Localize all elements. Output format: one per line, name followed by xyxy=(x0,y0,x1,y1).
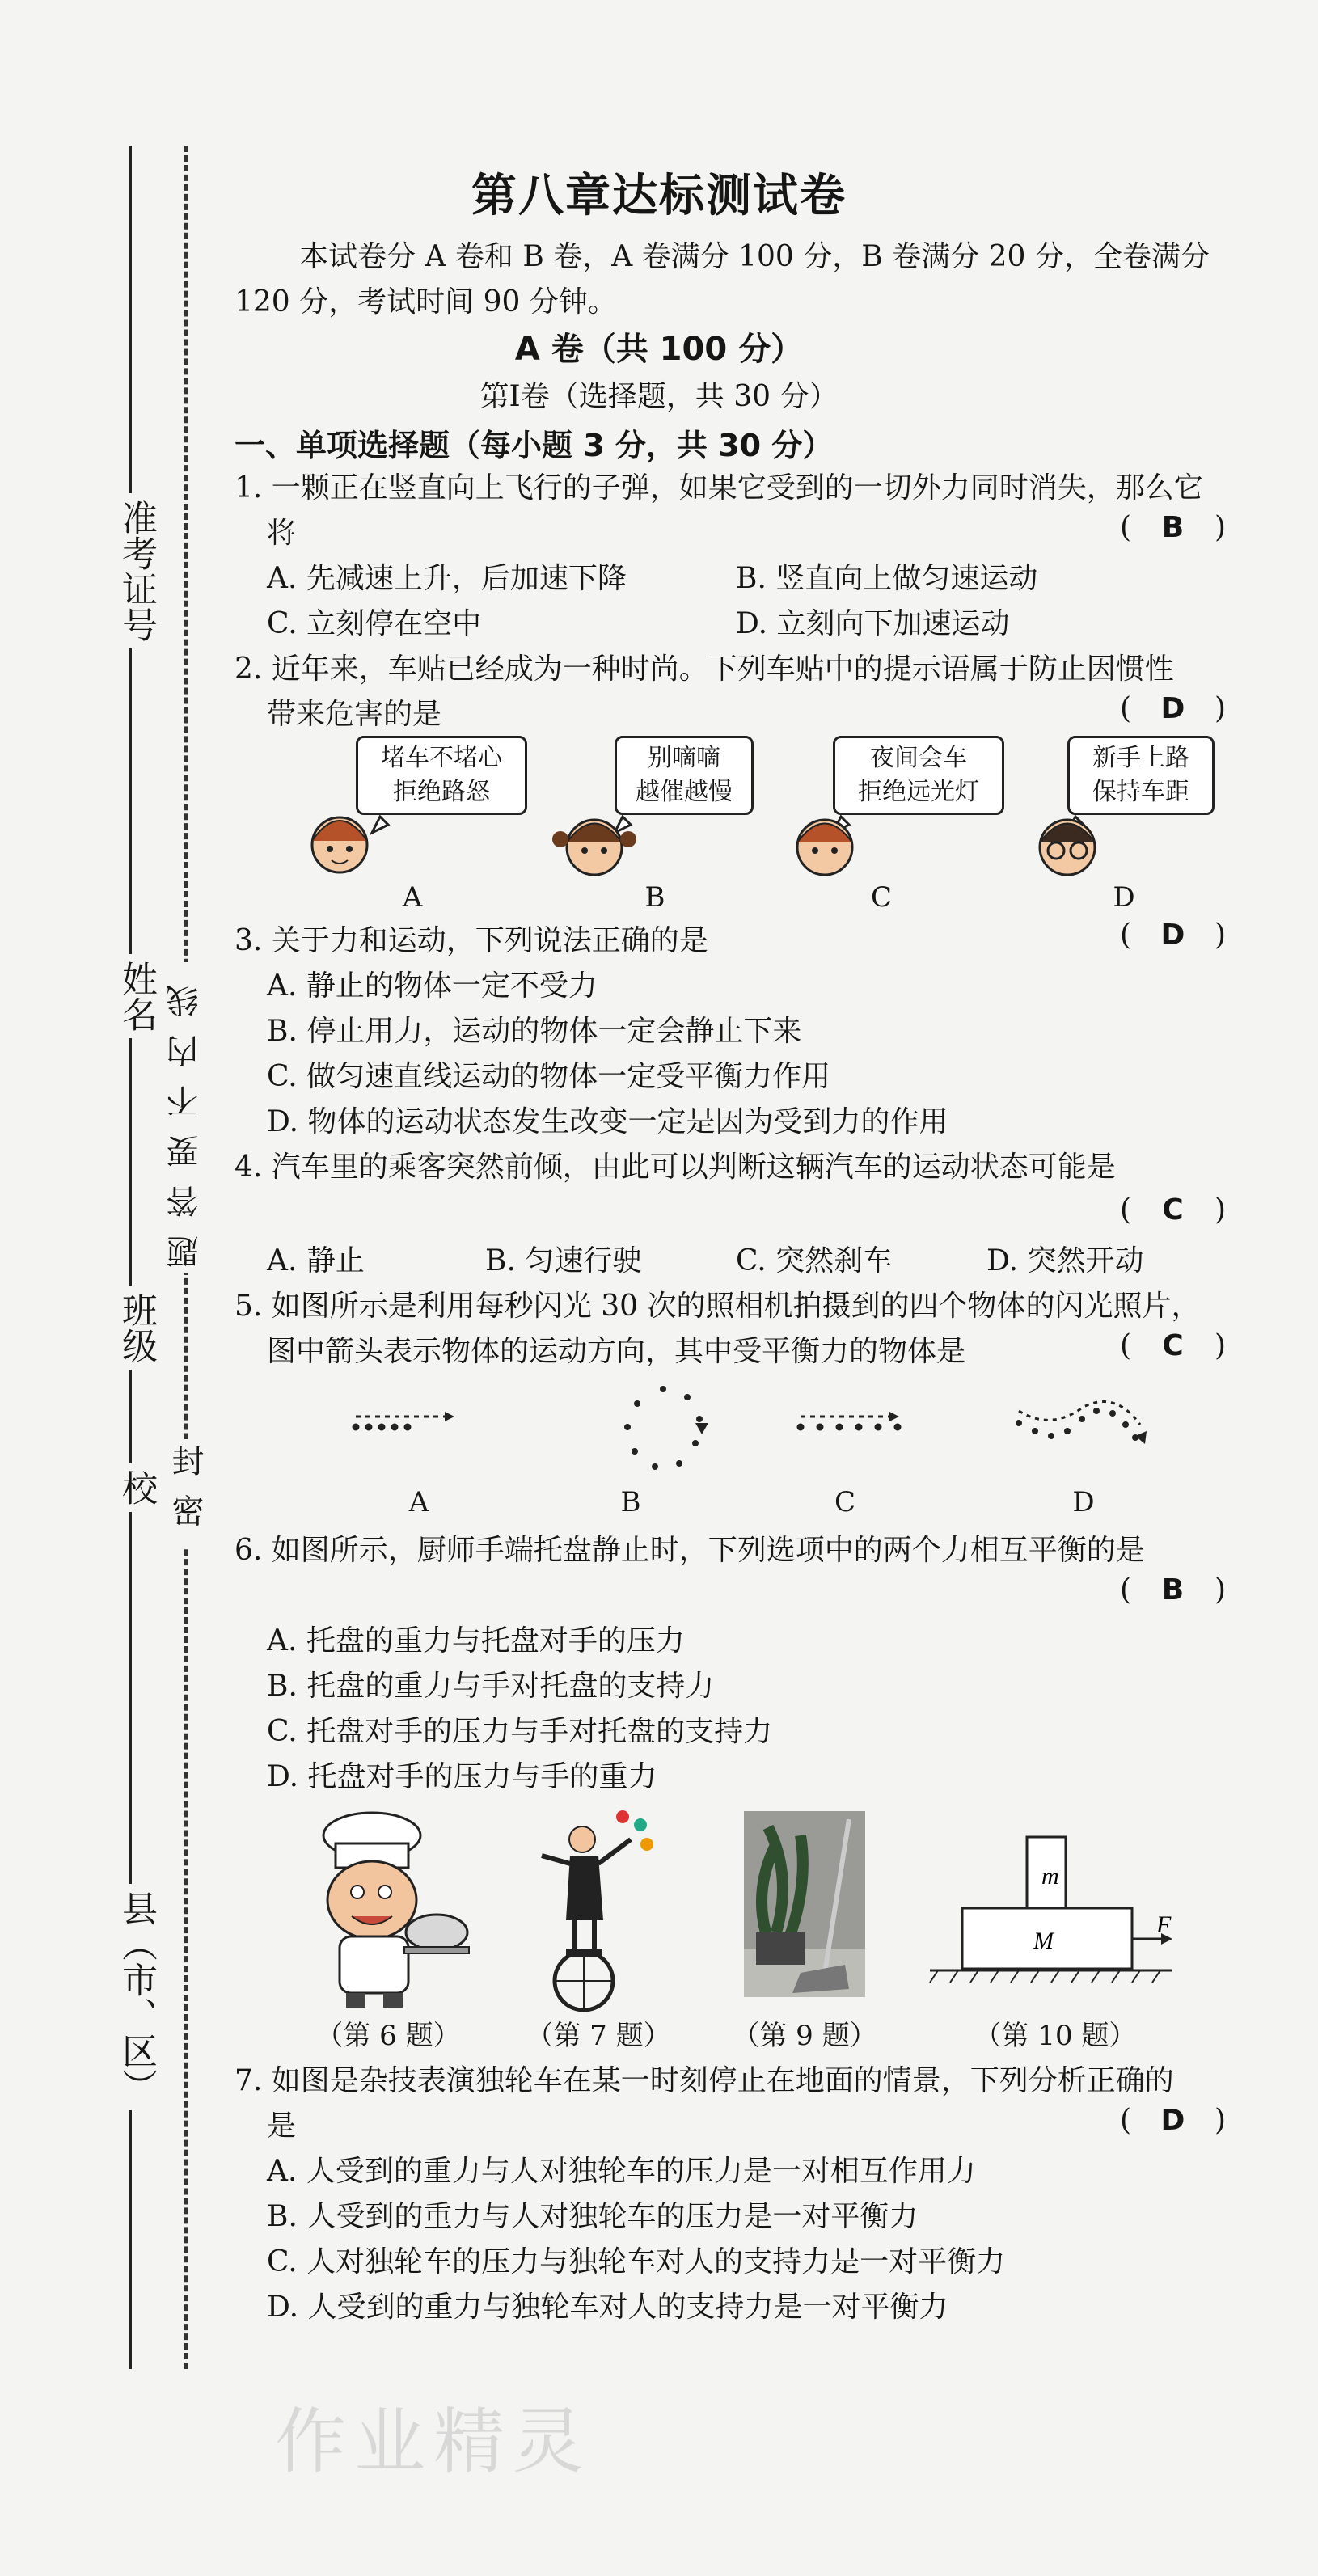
q1-answer: ( B ) xyxy=(1120,511,1226,544)
name-label: 姓名 xyxy=(97,954,162,1038)
broom-photo xyxy=(744,1811,865,1997)
q4-text: 4. 汽车里的乘客突然前倾，由此可以判断这辆汽车的运动状态可能是 xyxy=(234,1151,1116,1184)
flash-photo-b xyxy=(624,1386,708,1470)
q7-text-line1: 7. 如图是杂技表演独轮车在某一时刻停止在地面的情景，下列分析正确的 xyxy=(234,2064,1174,2097)
intro-line-1: 本试卷分 A 卷和 B 卷，A 卷满分 100 分，B 卷满分 20 分，全卷满分 xyxy=(299,240,1210,273)
unicycle-illustration xyxy=(526,1807,671,2013)
flash-label-b: B xyxy=(620,1486,641,1518)
figure-caption-6: （第 6 题） xyxy=(315,2020,461,2052)
q6-answer: ( B ) xyxy=(1120,1573,1226,1607)
chef-illustration xyxy=(299,1811,477,2013)
q7-option-b: B. 人受到的重力与人对独轮车的压力是一对平衡力 xyxy=(267,2200,919,2233)
force-label: F xyxy=(1156,1911,1172,1938)
q3-option-d: D. 物体的运动状态发生改变一定是因为受到力的作用 xyxy=(267,1105,948,1138)
class-label: 班级 xyxy=(97,1286,162,1370)
sticker-c: 夜间会车 拒绝远光灯 xyxy=(833,736,1004,815)
school-label: 校 xyxy=(97,1463,162,1512)
part-1-heading: 第Ⅰ卷（选择题，共 30 分） xyxy=(479,380,839,413)
q3-option-a: A. 静止的物体一定不受力 xyxy=(267,969,598,1003)
flash-label-d: D xyxy=(1072,1486,1095,1518)
figure-caption-7: （第 7 题） xyxy=(526,2020,671,2052)
sticker-b: 别嘀嘀 越催越慢 xyxy=(615,736,754,815)
q5-text-line2: 图中箭头表示物体的运动方向，其中受平衡力的物体是 xyxy=(267,1335,966,1368)
q3-text: 3. 关于力和运动，下列说法正确的是 xyxy=(234,924,708,957)
q1-option-a: A. 先减速上升，后加速下降 xyxy=(267,562,627,595)
q4-option-d: D. 突然开动 xyxy=(986,1244,1144,1277)
ticket-number-label: 准考证号 xyxy=(97,493,162,648)
q7-text-line2: 是 xyxy=(267,2109,297,2143)
kid-glasses-face-icon xyxy=(1040,817,1095,875)
q5-text-line1: 5. 如图所示是利用每秒闪光 30 次的照相机拍摄到的四个物体的闪光照片， xyxy=(234,1290,1201,1323)
q2-answer: ( D ) xyxy=(1120,692,1226,725)
sticker-label-b: B xyxy=(644,881,665,914)
figure-caption-10: （第 10 题） xyxy=(974,2020,1137,2052)
q6-option-c: C. 托盘对手的压力与手对托盘的支持力 xyxy=(267,1715,773,1748)
q1-text-line1: 1. 一颗正在竖直向上飞行的子弹，如果它受到的一切外力同时消失，那么它 xyxy=(234,471,1203,505)
flash-photo-c xyxy=(797,1412,901,1430)
seal-text-bottom: 封密 xyxy=(162,1439,209,1549)
q6-text: 6. 如图所示，厨师手端托盘静止时，下列选项中的两个力相互平衡的是 xyxy=(234,1534,1145,1567)
q1-option-d: D. 立刻向下加速运动 xyxy=(736,607,1010,640)
q7-answer: ( D ) xyxy=(1120,2104,1226,2137)
sticker-label-d: D xyxy=(1113,881,1135,914)
flash-label-c: C xyxy=(834,1486,855,1518)
sticker-a: 堵车不堵心 拒绝路怒 xyxy=(356,736,527,815)
q3-option-b: B. 停止用力，运动的物体一定会静止下来 xyxy=(267,1015,802,1048)
q3-answer: ( D ) xyxy=(1120,918,1226,952)
small-block-label: m xyxy=(1041,1863,1059,1890)
watermark: 作业精灵 xyxy=(275,2400,593,2483)
q7-option-d: D. 人受到的重力与独轮车对人的支持力是一对平衡力 xyxy=(267,2291,948,2324)
block-force-diagram xyxy=(922,1835,1189,1997)
section-1-heading: 一、单项选择题（每小题 3 分，共 30 分） xyxy=(234,428,834,463)
q4-option-c: C. 突然刹车 xyxy=(736,1244,893,1277)
q6-option-d: D. 托盘对手的压力与手的重力 xyxy=(267,1760,657,1793)
q4-answer: ( C ) xyxy=(1120,1193,1226,1227)
seal-text-top: 题答要不内线 xyxy=(162,962,209,1273)
q2-text-line1: 2. 近年来，车贴已经成为一种时尚。下列车贴中的提示语属于防止因惯性 xyxy=(234,652,1174,686)
intro-line-2: 120 分，考试时间 90 分钟。 xyxy=(234,285,617,319)
flash-photos-illustration xyxy=(340,1375,1181,1480)
large-block-label: M xyxy=(1033,1928,1054,1954)
page-title: 第八章达标测试卷 xyxy=(471,170,847,222)
q1-option-b: B. 竖直向上做匀速运动 xyxy=(736,562,1038,595)
part-a-heading: A 卷（共 100 分） xyxy=(514,331,804,368)
q7-option-a: A. 人受到的重力与人对独轮车的压力是一对相互作用力 xyxy=(267,2155,976,2188)
q1-option-c: C. 立刻停在空中 xyxy=(267,607,482,640)
q4-option-b: B. 匀速行驶 xyxy=(485,1244,642,1277)
sticker-kids-illustration xyxy=(291,800,1221,889)
kid-boy-face-icon xyxy=(797,817,852,875)
kid-face-icon xyxy=(312,817,388,872)
q3-option-c: C. 做匀速直线运动的物体一定受平衡力作用 xyxy=(267,1060,831,1093)
sticker-d: 新手上路 保持车距 xyxy=(1067,736,1215,815)
sticker-label-a: A xyxy=(402,881,423,914)
flash-photo-d xyxy=(1016,1402,1147,1444)
flash-photo-a xyxy=(353,1412,454,1430)
kid-girl-face-icon xyxy=(552,817,636,875)
q1-text-line2: 将 xyxy=(267,517,297,550)
q4-option-a: A. 静止 xyxy=(267,1244,365,1277)
q7-option-c: C. 人对独轮车的压力与独轮车对人的支持力是一对平衡力 xyxy=(267,2245,1006,2278)
figure-caption-9: （第 9 题） xyxy=(732,2020,877,2052)
sticker-label-c: C xyxy=(870,881,892,914)
q6-option-a: A. 托盘的重力与托盘对手的压力 xyxy=(267,1624,685,1658)
q2-text-line2: 带来危害的是 xyxy=(267,698,442,731)
q5-answer: ( C ) xyxy=(1120,1329,1226,1362)
q6-option-b: B. 托盘的重力与手对托盘的支持力 xyxy=(267,1670,715,1703)
county-label: 县（市、区） xyxy=(97,1884,162,2110)
flash-label-a: A xyxy=(408,1486,429,1518)
